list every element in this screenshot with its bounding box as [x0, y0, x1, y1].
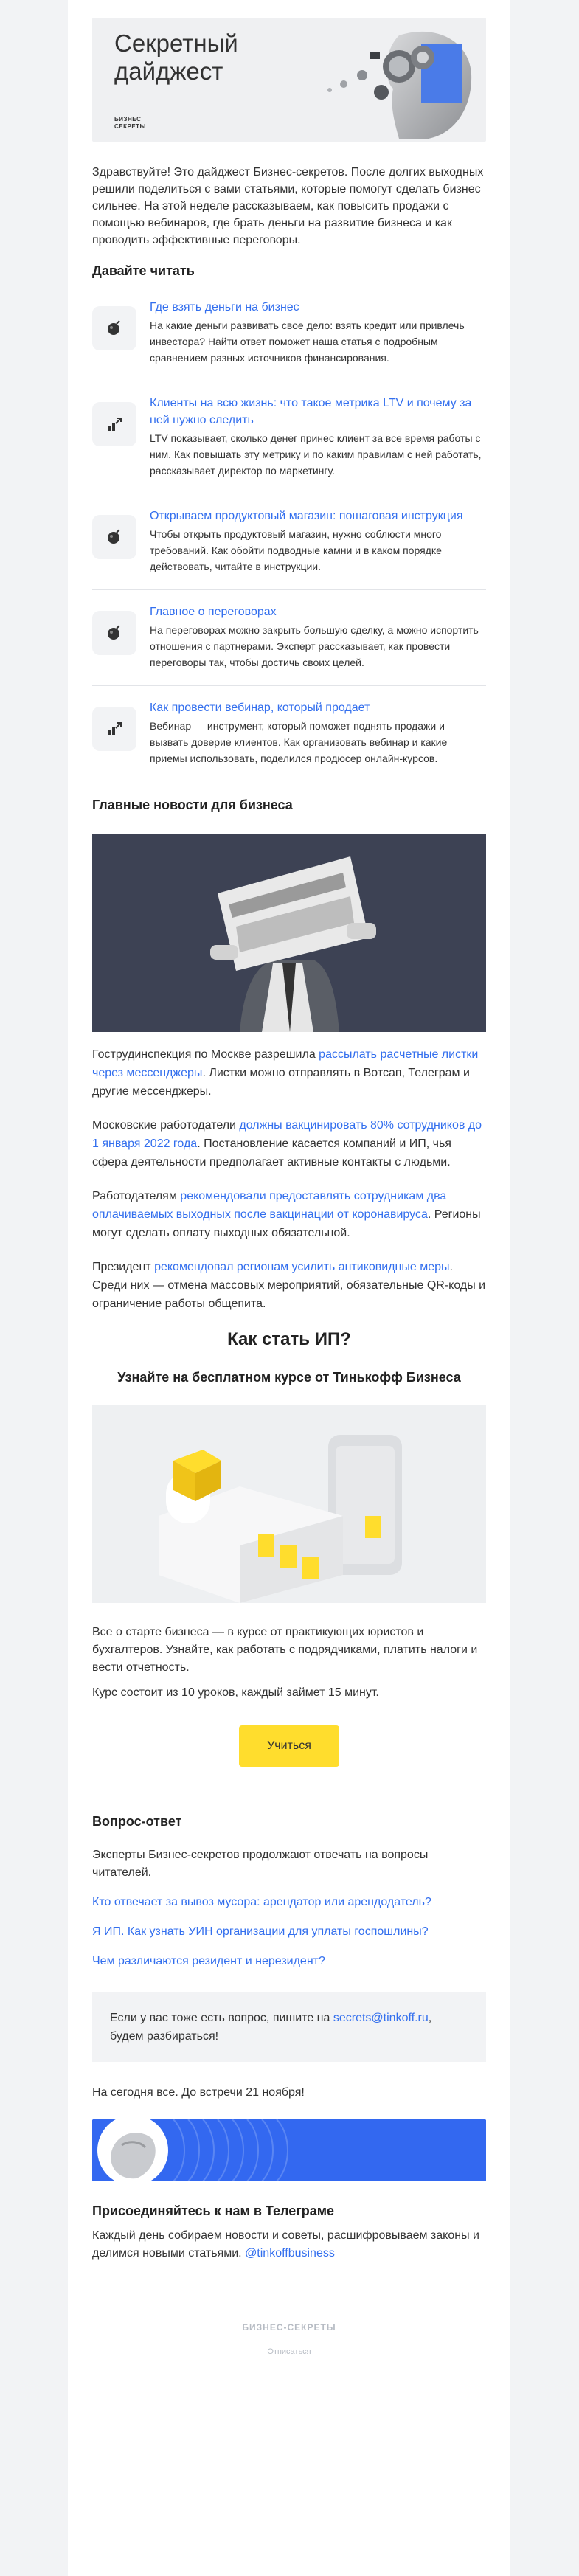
telegram-description: Каждый день собираем новости и советы, расшифровываем законы и делимся новыми статьями. — [92, 2229, 479, 2260]
news-item — [92, 1187, 486, 1242]
hero-brand-line1: БИЗНЕС — [114, 116, 142, 122]
article-item — [92, 494, 486, 590]
email-content — [92, 18, 486, 2356]
growth-icon — [92, 402, 136, 446]
news-text-before: Работодателям — [92, 1190, 181, 1202]
news-link[interactable]: рекомендовал регионам усилить антиковидные меры — [154, 1261, 450, 1273]
article-link[interactable]: Где взять деньги на бизнес — [150, 301, 299, 314]
news-text-after: . Регионы могут сделать оплату выходных обязательной. — [92, 1208, 481, 1239]
article-item — [92, 686, 486, 781]
course-illustration — [92, 1405, 486, 1603]
article-item — [92, 285, 486, 381]
news-item — [92, 1258, 486, 1313]
article-description: На какие деньги развивать свое дело: взять кредит или привлечь инвестора? Найти ответ поможет наша статья с подробным сравнением разных источников финансирования. — [150, 319, 465, 364]
email-link[interactable]: secrets@tinkoff.ru — [333, 2012, 429, 2024]
article-body — [150, 603, 486, 671]
telegram-text — [92, 2227, 486, 2262]
article-body — [150, 699, 486, 766]
growth-icon — [92, 707, 136, 751]
article-link[interactable]: Клиенты на всю жизнь: что такое метрика LTV и почему за ней нужно следить — [150, 397, 472, 426]
hero-brand-logo — [114, 116, 159, 131]
course-heading: Узнайте на бесплатном курсе от Тинькофф Бизнеса — [117, 1370, 461, 1385]
telegram-banner[interactable] — [92, 2119, 486, 2181]
article-description: На переговорах можно закрыть большую сделку, а можно испортить отношения с партнерами. Эксперт рассказывает, как провести переговоры так, чтобы достичь своих целей. — [150, 624, 479, 668]
article-link[interactable]: Открываем продуктовый магазин: пошаговая инструкция — [150, 510, 463, 522]
article-list — [92, 285, 486, 781]
article-link[interactable]: Как провести вебинар, который продает — [150, 702, 370, 714]
article-description: Вебинар — инструмент, который поможет поднять продажи и вызвать доверие клиентов. Как организовать вебинар и какие приемы использовать, поделился продюсер онлайн-курсов. — [150, 720, 448, 764]
news-heading: Главные новости для бизнеса — [92, 797, 293, 812]
telegram-heading: Присоединяйтесь к нам в Телеграме — [92, 2203, 335, 2218]
unsubscribe-link[interactable]: Отписаться — [267, 2347, 311, 2356]
qa-link[interactable]: Чем различаются резидент и нерезидент? — [92, 1955, 325, 1967]
article-link[interactable]: Главное о переговорах — [150, 606, 277, 618]
ip-heading: Как стать ИП? — [227, 1329, 351, 1349]
hero-head-illustration — [311, 22, 480, 140]
hero-title-line2: дайджест — [114, 58, 223, 85]
intro-text: Здравствуйте! Это дайджест Бизнес-секретов. После долгих выходных решили поделиться с вами статьями, которые помогут сделать бизнес сильнее. На этой неделе рассказываем, как повысить продажи с помощью вебинаров, где брать деньги на развитие бизнеса и как проводить эффективные переговоры. — [92, 166, 484, 246]
article-body — [150, 508, 486, 575]
qa-link[interactable]: Кто отвечает за вывоз мусора: арендатор или арендодатель? — [92, 1896, 431, 1908]
hero-banner — [92, 18, 486, 142]
article-body — [150, 299, 486, 366]
ask-text-after: , будем разбираться! — [110, 2012, 432, 2043]
bomb-icon — [92, 611, 136, 655]
hero-title — [114, 30, 238, 86]
qa-heading: Вопрос-ответ — [92, 1814, 182, 1829]
footer-brand: БИЗНЕС-СЕКРЕТЫ — [242, 2322, 336, 2333]
news-link[interactable]: рекомендовали предоставлять сотрудникам два оплачиваемых выходных после вакцинации от коронавируса — [92, 1190, 447, 1221]
news-list — [92, 1045, 486, 1313]
news-link[interactable]: должны вакцинировать 80% сотрудников до 1 января 2022 года — [92, 1119, 482, 1150]
article-body — [150, 395, 486, 479]
news-text-before: Гострудинспекция по Москве разрешила — [92, 1048, 319, 1061]
ask-question-box — [92, 1992, 486, 2062]
course-duration: Курс состоит из 10 уроков, каждый займет 15 минут. — [92, 1686, 379, 1699]
article-description: Чтобы открыть продуктовый магазин, нужно соблюсти много требований. Как обойти подводные камни и в каком порядке действовать, читайте в инструкции. — [150, 528, 442, 572]
button-wrap — [92, 1725, 486, 1767]
hero-title-line1: Секретный — [114, 30, 238, 57]
article-item — [92, 590, 486, 686]
article-item — [92, 381, 486, 494]
news-item — [92, 1116, 486, 1171]
article-description: LTV показывает, сколько денег принес клиент за все время работы с ним. Как повышать эту метрику и по каким правилам с ней работать, рассказывает директор по маркетингу. — [150, 432, 482, 477]
news-text-before: Президент — [92, 1261, 155, 1273]
news-text-after: . Постановление касается компаний и ИП, чья сфера деятельности предполагает активные контакты с людьми. — [92, 1138, 451, 1168]
news-text-after: . Среди них — отмена массовых мероприятий, обязательные QR-коды и ограничение работы общепита. — [92, 1261, 486, 1310]
newspaper-man-image — [92, 834, 486, 1032]
news-item — [92, 1045, 486, 1101]
learn-button[interactable]: Учиться — [239, 1725, 339, 1767]
course-description: Все о старте бизнеса — в курсе от практикующих юристов и бухгалтеров. Узнайте, как работать с подрядчиками, платить налоги и вести отчетность. — [92, 1626, 478, 1674]
telegram-handle-link[interactable]: @tinkoffbusiness — [245, 2247, 335, 2260]
hero-brand-line2: СЕКРЕТЫ — [114, 123, 146, 130]
news-text-before: Московские работодатели — [92, 1119, 240, 1132]
farewell-text: На сегодня все. До встречи 21 ноября! — [92, 2086, 305, 2099]
email-page — [68, 0, 510, 2576]
news-link[interactable]: рассылать расчетные листки через мессенджеры — [92, 1048, 479, 1079]
news-text-after: . Листки можно отправлять в Вотсап, Телеграм и другие мессенджеры. — [92, 1067, 470, 1098]
read-heading: Давайте читать — [92, 263, 195, 278]
qa-intro: Эксперты Бизнес-секретов продолжают отвечать на вопросы читателей. — [92, 1849, 429, 1879]
bomb-icon — [92, 306, 136, 350]
qa-link[interactable]: Я ИП. Как узнать УИН организации для уплаты госпошлины? — [92, 1925, 429, 1938]
bomb-icon — [92, 515, 136, 559]
ask-text-before: Если у вас тоже есть вопрос, пишите на — [110, 2012, 333, 2024]
